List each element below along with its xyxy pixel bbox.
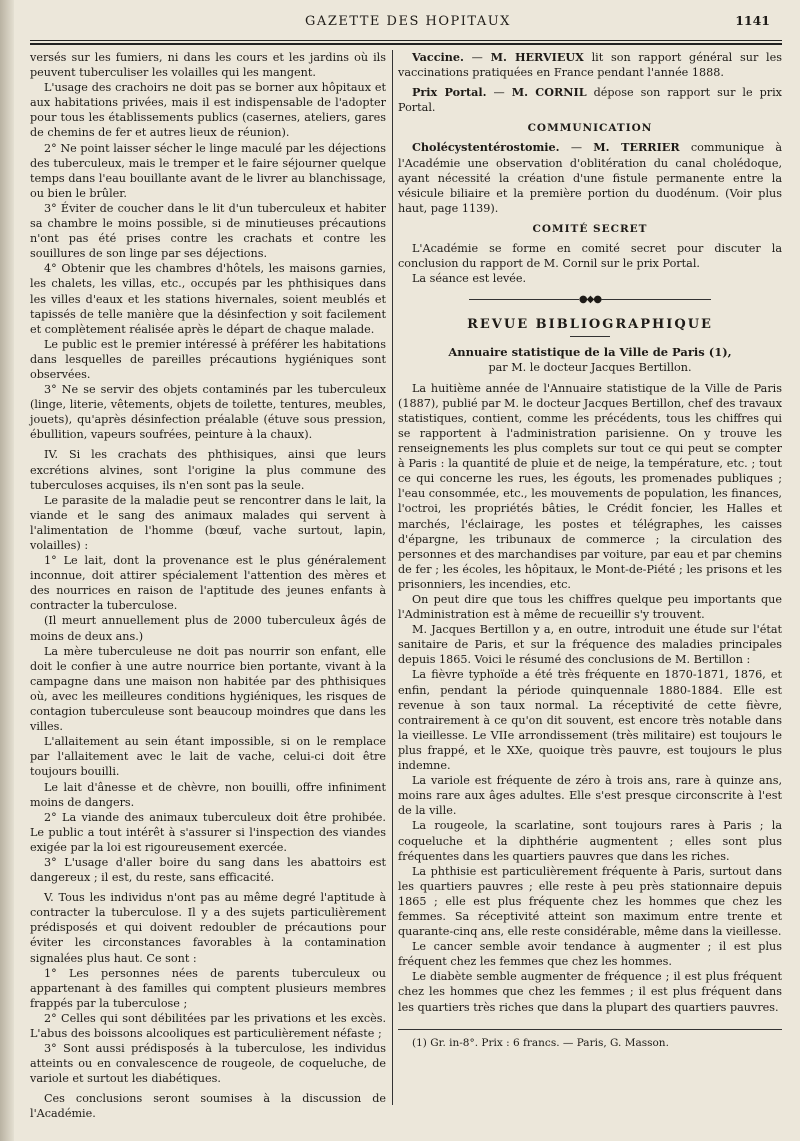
- paragraph: La phthisie est particulièrement fréquente à Paris, surtout dans les quartiers pauvres ; elle reste à peu près stationnaire depuis 1865 ; elle est plus fréquente chez les hommes que chez les femmes. Sa réceptivité atteint son maximum entre trente et quarante-cinq ans, elle reste considérable, même dans la vieillesse.: [398, 864, 782, 939]
- paragraph: Ces conclusions seront soumises à la discussion de l'Académie.: [30, 1092, 386, 1121]
- header-rule-thick: [30, 43, 782, 45]
- entry-label: Cholécystentérostomie.: [412, 140, 560, 155]
- paragraph: V. Tous les individus n'ont pas au même degré l'aptitude à contracter la tuberculose. Il y a des sujets particulièrement prédisposés et qui doivent redoubler de précautions pour éviter les circonstances favorables à la contamination signalées plus haut. Ce sont :: [30, 891, 386, 965]
- paragraph: L'Académie se forme en comité secret pour discuter la conclusion du rapport de M. Cornil sur le prix Portal.: [398, 242, 782, 271]
- paragraph: Le lait d'ânesse et de chèvre, non bouilli, offre infiniment moins de dangers.: [30, 780, 386, 809]
- ornament-divider: ●◆●: [398, 292, 782, 307]
- paragraph: Le public est le premier intéressé à préférer les habitations dans lesquelles de pareilles précautions hygiéniques sont observées.: [30, 337, 386, 381]
- paragraph: 2° Ne point laisser sécher le linge maculé par les déjections des tuberculeux, mais le tremper et le faire séjourner quelque temps dans l'eau bouillante avant de le livrer au blanchissage, ou bien le brûler.: [30, 141, 386, 200]
- paragraph-vaccine: Vaccine. — M. HERVIEUX lit son rapport général sur les vaccinations pratiquées en France pendant l'année 1888.: [398, 50, 782, 80]
- paragraph: M. Jacques Bertillon y a, en outre, introduit une étude sur l'état sanitaire de Paris, et sur la fréquence des maladies principales depuis 1865. Voici le résumé des conclusions de M. Bertillon :: [398, 623, 782, 667]
- page-number: 1141: [735, 13, 770, 28]
- page-binding-shadow: [0, 0, 14, 1141]
- paragraph: La séance est levée.: [412, 272, 527, 286]
- section-heading-secret: COMITÉ SECRET: [532, 222, 648, 235]
- entry-label: Prix Portal.: [412, 85, 487, 100]
- paragraph: versés sur les fumiers, ni dans les cours et les jardins où ils peuvent tuberculiser les volailles qui les mangent.: [30, 51, 386, 80]
- paragraph: (Il meurt annuellement plus de 2000 tuberculeux âgés de moins de deux ans.): [30, 614, 386, 643]
- entry-text: communique à l'Académie une observation d'oblitération du canal cholédoque, ayant nécessité la création d'une fistule permanente entre la vésicule biliaire et la première portion du duodénum. (Voir plus haut, page 1139).: [398, 141, 782, 215]
- paragraph: L'usage des crachoirs ne doit pas se borner aux hôpitaux et aux habitations privées, mais il est indispensable de l'adopter pour tous les établissements publics (casernes, ateliers, gares de chemins de fer et autres lieux de réunion).: [30, 81, 386, 140]
- author-name: M. CORNIL: [511, 85, 587, 100]
- author-name: M. HERVIEUX: [490, 50, 584, 64]
- paragraph: IV. Si les crachats des phthisiques, ainsi que leurs excrétions alvines, sont l'origine la plus commune des tuberculoses acquises, ils n'en sont pas la seule.: [30, 448, 386, 492]
- page-header: [40, 14, 776, 34]
- section-heading-communication: COMMUNICATION: [527, 122, 653, 135]
- paragraph: L'allaitement au sein étant impossible, si on le remplace par l'allaitement avec le lait de vache, celui-ci doit être toujours bouilli.: [30, 735, 386, 779]
- paragraph: La fièvre typhoïde a été très fréquente en 1870-1871, 1876, et enfin, pendant la période quinquennale 1880-1884. Elle est revenue à son taux normal. La réceptivité de cette fièvre, contrairement à ce qu'on dit souvent, est encore très notable dans la vieillesse. Le VIIe arrondissement (très militaire) est toujours le plus frappé, et le XXe, quoique très pauvre, est toujours le plus indemne.: [398, 668, 782, 773]
- footnote: (1) Gr. in-8°. Prix : 6 francs. — Paris, G. Masson.: [412, 1036, 669, 1049]
- paragraph-chole: Cholécystentérostomie. — M. TERRIER communique à l'Académie une observation d'oblitération du canal cholédoque, ayant nécessité la création d'une fistule permanente entre la vésicule biliaire et la première portion du duodénum. (Voir plus haut, page 1139).: [398, 140, 782, 215]
- footnote-rule: [398, 1029, 782, 1030]
- section-heading-revue: REVUE BIBLIOGRAPHIQUE: [467, 317, 713, 333]
- right-column: [398, 50, 782, 1051]
- column-divider: [392, 50, 393, 1105]
- paragraph: 4° Obtenir que les chambres d'hôtels, les maisons garnies, les chalets, les villas, etc., occupés par les phthisiques dans les villes d'eaux et les stations hivernales, soient meublés et tapissés de telle manière que la désinfection y soit facilement et complètement réalisée après le départ de chaque malade.: [30, 262, 386, 336]
- journal-title: GAZETTE DES HOPITAUX: [305, 14, 511, 29]
- paragraph: 2° Celles qui sont débilitées par les privations et les excès. L'abus des boissons alcooliques est particulièrement néfaste ;: [30, 1011, 386, 1040]
- paragraph: 1° Le lait, dont la provenance est le plus généralement inconnue, doit attirer spécialement l'attention des mères et des nourrices en raison de l'aptitude des jeunes enfants à contracter la tuberculose.: [30, 554, 386, 613]
- paragraph: 1° Les personnes nées de parents tuberculeux ou appartenant à des familles qui comptent plusieurs membres frappés par la tuberculose ;: [30, 966, 386, 1010]
- paragraph: Le cancer semble avoir tendance à augmenter ; il est plus fréquent chez les femmes que chez les hommes.: [398, 940, 782, 969]
- header-rule-thin: [30, 40, 782, 41]
- left-column: [30, 50, 386, 1122]
- paragraph: La variole est fréquente de zéro à trois ans, rare à quinze ans, moins rare aux âges adultes. Elle s'est presque circonscrite à l'est de la ville.: [398, 774, 782, 818]
- paragraph: La huitième année de l'Annuaire statistique de la Ville de Paris (1887), publié par M. le docteur Jacques Bertillon, chef des travaux statistiques, contient, comme les précédents, tous les chiffres qui se rapportent à l'administration parisienne. On y trouve les renseignements les plus complets sur tout ce qui peut se compter à Paris : la quantité de pluie et de neige, la température, etc. ; tout ce qui concerne les rues, les égouts, les promenades publiques ; l'eau consommée, etc., les mouvements de population, les finances, l'octroi, les propriétés bâties, le Crédit foncier, les Halles et marchés, l'éclairage, les postes et télégraphes, les caisses d'épargne, les tribunaux de commerce ; la circulation des personnes et des marchandises par voiture, par eau et par chemins de fer ; les écoles, les hôpitaux, le Mont-de-Piété ; les prisons et les prisonniers, les incendies, etc.: [398, 381, 782, 591]
- paragraph: 3° Sont aussi prédisposés à la tuberculose, les individus atteints ou en convalescence de rougeole, de coqueluche, de variole et surtout les diabétiques.: [30, 1042, 386, 1086]
- paragraph: 2° La viande des animaux tuberculeux doit être prohibée. Le public a tout intérêt à s'assurer si l'inspection des viandes exigée par la loi est rigoureusement exercée.: [30, 810, 386, 854]
- heading-rule: [570, 336, 610, 337]
- paragraph: Le parasite de la maladie peut se rencontrer dans le lait, la viande et le sang des animaux malades qui servent à l'alimentation de l'homme (bœuf, vache surtout, lapin, volailles) :: [30, 493, 386, 552]
- paragraph: Le diabète semble augmenter de fréquence ; il est plus fréquent chez les hommes que chez les femmes ; il est plus fréquent dans les quartiers très riches que dans la plupart des quartiers pauvres.: [398, 970, 782, 1014]
- paragraph: 3° Ne se servir des objets contaminés par les tuberculeux (linge, literie, vêtements, objets de toilette, tentures, meubles, jouets), qu'après désinfection préalable (étuve sous pression, ébullition, vapeurs soufrées, peinture à la chaux).: [30, 383, 386, 442]
- paragraph: La mère tuberculeuse ne doit pas nourrir son enfant, elle doit le confier à une autre nourrice bien portante, vivant à la campagne dans une maison non habitée par des phthisiques où, avec les meilleures conditions hygiéniques, les risques de contagion tuberculeuse sont beaucoup moindres que dans les villes.: [30, 644, 386, 734]
- paragraph: 3° L'usage d'aller boire du sang dans les abattoirs est dangereux ; il est, du reste, sans efficacité.: [30, 855, 386, 885]
- book-author: par M. le docteur Jacques Bertillon.: [488, 360, 692, 374]
- paragraph-portal: Prix Portal. — M. CORNIL dépose son rapport sur le prix Portal.: [398, 85, 782, 115]
- paragraph: On peut dire que tous les chiffres quelque peu importants que l'Administration est à même de recueillir s'y trouvent.: [398, 593, 782, 622]
- paragraph: 3° Éviter de coucher dans le lit d'un tuberculeux et habiter sa chambre le moins possible, si de minutieuses précautions n'ont pas été prises contre les crachats et contre les souillures de son linge par ses déjections.: [30, 201, 386, 261]
- entry-text: dépose son rapport sur le prix Portal.: [398, 86, 782, 115]
- paragraph: La rougeole, la scarlatine, sont toujours rares à Paris ; la coqueluche et la diphthérie augmentent ; elles sont plus fréquentes dans les quartiers pauvres que dans les riches.: [398, 819, 782, 863]
- author-name: M. TERRIER: [593, 140, 680, 155]
- entry-text: lit son rapport général sur les vaccinations pratiquées en France pendant l'année 1888.: [398, 51, 782, 80]
- entry-label: Vaccine.: [412, 50, 464, 64]
- book-title: Annuaire statistique de la Ville de Paris (1),: [448, 344, 732, 359]
